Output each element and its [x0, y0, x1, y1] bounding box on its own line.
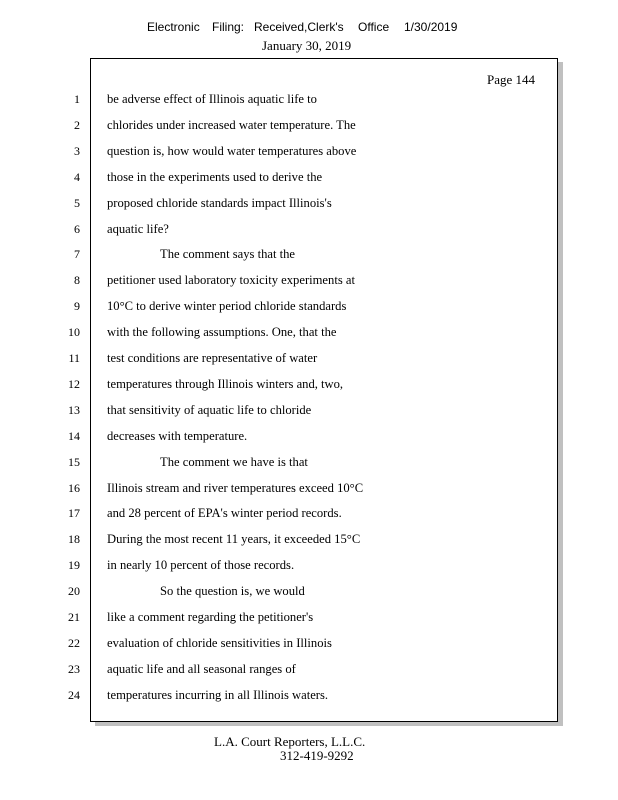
filing-received: Received,Clerk's — [254, 20, 344, 34]
transcript-line: question is, how would water temperatures above — [107, 144, 357, 158]
page-number: Page 144 — [486, 72, 535, 87]
line-number: 24 — [68, 688, 80, 702]
transcript-line: The comment we have is that — [160, 455, 308, 469]
transcript-line: temperatures incurring in all Illinois waters. — [107, 688, 329, 702]
line-number: 20 — [68, 584, 80, 598]
line-number: 19 — [68, 558, 80, 572]
transcript-line: chlorides under increased water temperature. The — [107, 118, 356, 132]
transcript-line: aquatic life and all seasonal ranges of — [107, 662, 296, 676]
transcript-line: decreases with temperature. — [107, 429, 248, 443]
line-number: 21 — [68, 610, 80, 624]
reporter-company: L.A. Court Reporters, L.L.C. — [214, 734, 366, 749]
filing-office: Office — [358, 20, 390, 34]
transcript-line: that sensitivity of aquatic life to chloride — [107, 403, 312, 417]
filing-stamp-date: 1/30/2019 — [404, 20, 458, 34]
line-number: 2 — [74, 118, 80, 132]
transcript-line: petitioner used laboratory toxicity experiments at — [107, 273, 355, 287]
transcript-line: proposed chloride standards impact Illinois's — [107, 196, 332, 210]
line-number: 11 — [68, 351, 80, 365]
transcript-line: those in the experiments used to derive the — [107, 170, 323, 184]
transcript-line: temperatures through Illinois winters and, two, — [107, 377, 344, 391]
transcript-line: test conditions are representative of water — [107, 351, 318, 365]
transcript-line: The comment says that the — [160, 247, 295, 261]
filing-electronic: Electronic — [147, 20, 200, 34]
line-number: 15 — [68, 455, 80, 469]
transcript-line: like a comment regarding the petitioner's — [107, 610, 314, 624]
line-number: 22 — [68, 636, 80, 650]
transcript-line: in nearly 10 percent of those records. — [107, 558, 295, 572]
line-number: 13 — [68, 403, 80, 417]
transcript-line: evaluation of chloride sensitivities in Illinois — [107, 636, 332, 650]
transcript-line: So the question is, we would — [160, 584, 305, 598]
line-number: 9 — [74, 299, 80, 313]
line-number: 10 — [68, 325, 80, 339]
line-number: 8 — [74, 273, 80, 287]
transcript-line: be adverse effect of Illinois aquatic life to — [107, 92, 317, 106]
line-number: 18 — [68, 532, 80, 546]
transcript-line: aquatic life? — [107, 222, 169, 236]
transcript-line: with the following assumptions. One, that the — [107, 325, 337, 339]
line-number: 14 — [68, 429, 80, 443]
reporter-phone: 312-419-9292 — [280, 748, 354, 763]
line-number: 17 — [68, 506, 80, 520]
hearing-date: January 30, 2019 — [262, 38, 352, 53]
line-number: 1 — [74, 92, 80, 106]
line-number: 4 — [74, 170, 80, 184]
line-number: 3 — [74, 144, 80, 158]
line-number: 16 — [68, 481, 80, 495]
line-number: 7 — [74, 247, 80, 261]
transcript-line: and 28 percent of EPA's winter period records. — [107, 506, 342, 520]
transcript-line: During the most recent 11 years, it exceeded 15°C — [107, 532, 361, 546]
line-number: 23 — [68, 662, 80, 676]
line-number: 12 — [68, 377, 80, 391]
filing-label: Filing: — [212, 20, 245, 34]
line-number: 5 — [74, 196, 80, 210]
transcript-line: Illinois stream and river temperatures exceed 10°C — [107, 481, 364, 495]
transcript-line: 10°C to derive winter period chloride standards — [107, 299, 347, 313]
line-number: 6 — [74, 222, 80, 236]
